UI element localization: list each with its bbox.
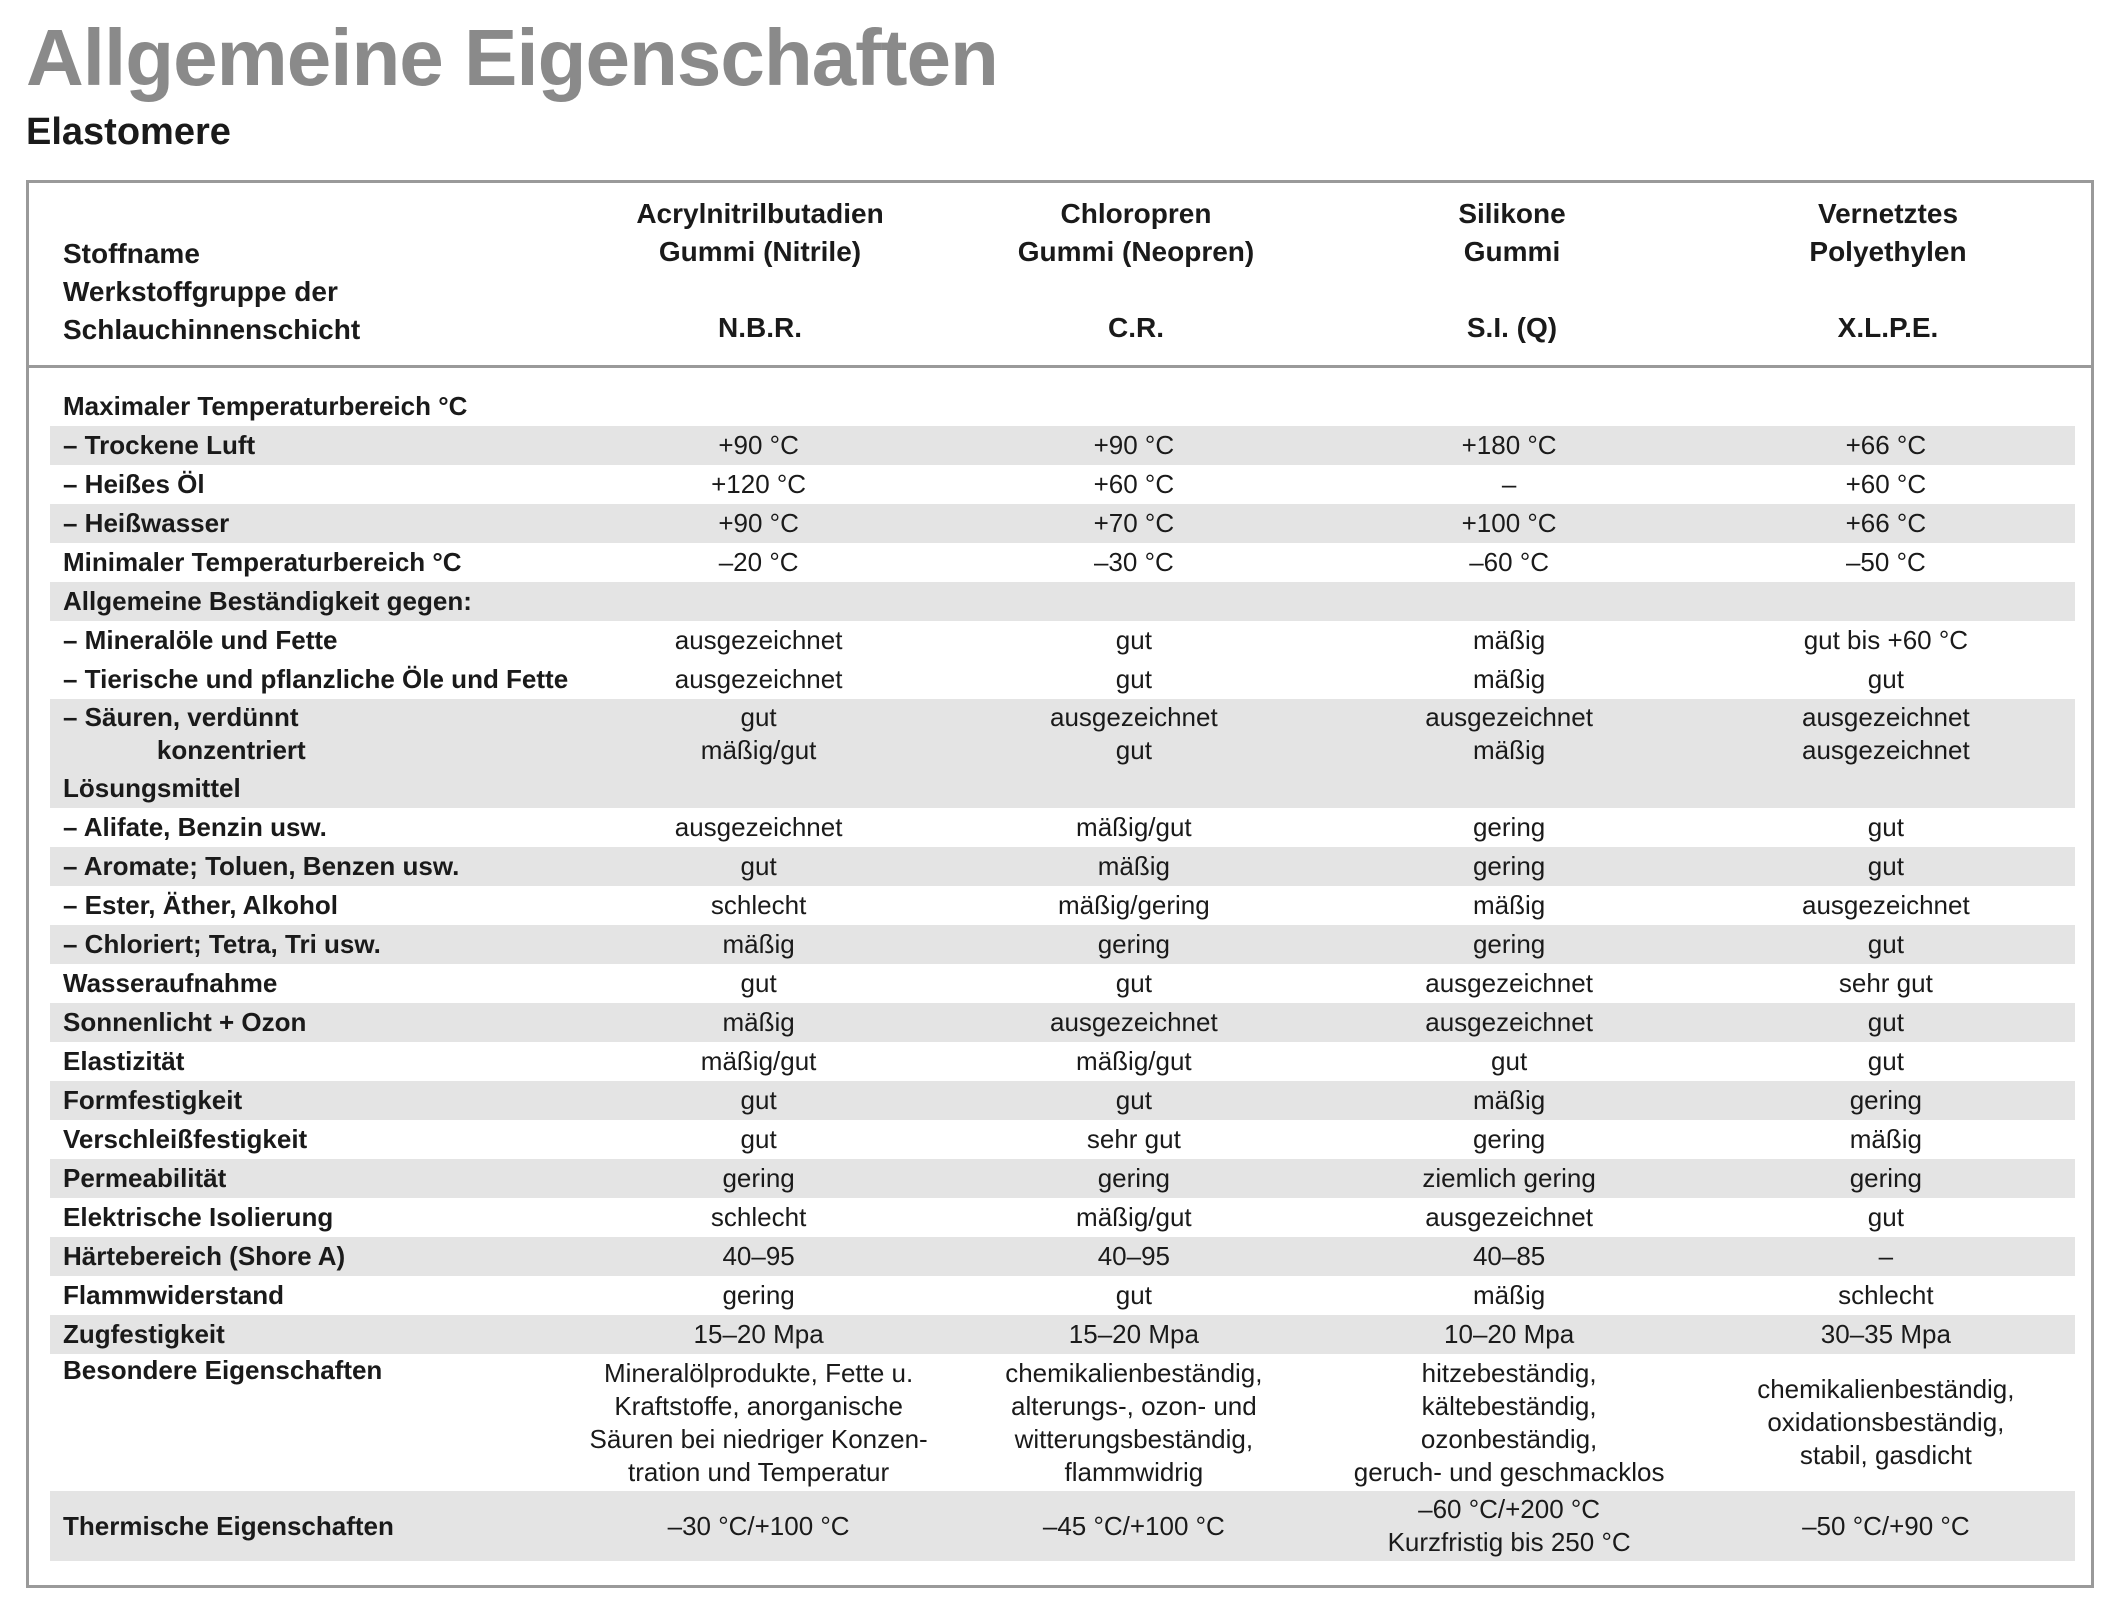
table-row (50, 1081, 2075, 1120)
table-row (50, 1237, 2075, 1276)
table-cell: sehr gut (1086, 1124, 1181, 1154)
table-cell: gut (1867, 664, 1904, 694)
row-label: Thermische Eigenschaften (63, 1510, 394, 1541)
table-cell: schlecht (710, 890, 807, 920)
table-cell (946, 769, 1321, 808)
table-cell: ausgezeichnet ausgezeichnet (1802, 702, 1970, 765)
table-cell: ausgezeichnet (674, 812, 843, 842)
table-row (50, 699, 2075, 769)
table-cell: +60 °C (1845, 469, 1927, 499)
table-cell: mäßig (722, 1007, 795, 1037)
table-cell: gut (1867, 812, 1904, 842)
table-cell: gut (1867, 1007, 1904, 1037)
table-cell: gut (1115, 1280, 1152, 1310)
table-cell: mäßig (1472, 664, 1546, 694)
table-cell: mäßig (1097, 851, 1170, 881)
table-row (50, 1276, 2075, 1315)
column-abbreviation: N.B.R. (718, 312, 802, 343)
table-cell: mäßig (1849, 1124, 1922, 1154)
table-cell: mäßig (1472, 1085, 1546, 1115)
table-cell (946, 582, 1321, 621)
table-row (50, 426, 2075, 465)
row-label: Flammwiderstand (63, 1280, 285, 1310)
table-cell: mäßig/gut (1076, 1046, 1192, 1076)
table-cell: Mineralölprodukte, Fette u. Kraftstoffe, anorganische Säuren bei niedriger Konzen- tration und Temperatur (589, 1357, 928, 1487)
row-label: Zugfestigkeit (63, 1319, 225, 1349)
table-cell: ausgezeichnet gut (1050, 702, 1218, 765)
row-label: Permeabilität (63, 1163, 227, 1193)
table-cell: gering (722, 1280, 795, 1310)
table-cell: –50 °C (1845, 547, 1926, 577)
table-row (50, 1198, 2075, 1237)
table-cell: gering (1097, 929, 1170, 959)
table-cell: gut (1115, 968, 1152, 998)
table-row (50, 1042, 2075, 1081)
table-cell (1697, 387, 2075, 426)
table-cell: mäßig/gut (1076, 812, 1192, 842)
table-cell (1321, 387, 1696, 426)
table-cell: gut (1867, 851, 1904, 881)
table-row (50, 543, 2075, 582)
table-cell: gering (722, 1163, 795, 1193)
column-name: Chloropren Gummi (Neopren) (1017, 198, 1255, 267)
table-cell: schlecht (1838, 1280, 1934, 1310)
table-cell (1321, 582, 1696, 621)
column-name: Acrylnitrilbutadien Gummi (Nitrile) (636, 198, 884, 267)
column-header-xlpe (1700, 195, 2076, 355)
table-cell: –30 °C (1093, 547, 1174, 577)
table-cell: gering (1472, 812, 1546, 842)
table-cell: gut (1867, 929, 1904, 959)
table-row (50, 1315, 2075, 1354)
header-label-line: Werkstoffgruppe der (63, 276, 338, 307)
table-cell: 40–85 (1472, 1241, 1546, 1271)
table-cell: mäßig (1472, 1280, 1546, 1310)
row-label: – Mineralöle und Fette (63, 625, 338, 655)
column-name: Vernetztes Polyethylen (1809, 198, 1967, 267)
table-cell: gut (740, 1085, 777, 1115)
table-cell: 15–20 Mpa (693, 1319, 824, 1349)
table-row (50, 1120, 2075, 1159)
table-cell: 40–95 (722, 1241, 795, 1271)
row-label: – Heißwasser (63, 508, 230, 538)
table-cell: +90 °C (718, 430, 799, 460)
table-cell: – (1878, 1241, 1894, 1271)
row-label: Maximaler Temperaturbereich °C (63, 391, 468, 421)
row-label: – Säuren, verdünnt konzentriert (63, 702, 306, 765)
table-cell: mäßig (1472, 890, 1546, 920)
table-row (50, 847, 2075, 886)
table-cell: gering (1849, 1085, 1922, 1115)
row-label: Wasseraufnahme (63, 968, 278, 998)
column-header-nbr (572, 195, 948, 355)
column-header-si (1324, 195, 1700, 355)
table-cell: gut (740, 968, 777, 998)
table-cell: 10–20 Mpa (1444, 1319, 1575, 1349)
row-label: Allgemeine Beständigkeit gegen: (63, 586, 472, 616)
column-abbreviation: S.I. (Q) (1466, 312, 1558, 343)
table-row (50, 621, 2075, 660)
table-cell: +70 °C (1093, 508, 1175, 538)
table-row (50, 769, 2075, 808)
column-abbreviation: C.R. (1108, 312, 1164, 343)
row-label: Lösungsmittel (63, 773, 241, 803)
table-row (50, 504, 2075, 543)
table-cell: gut (1867, 1046, 1904, 1076)
table-cell: gering (1097, 1163, 1170, 1193)
table-cell: gut (1115, 664, 1152, 694)
row-label: Sonnenlicht + Ozon (63, 1007, 307, 1037)
table-cell: +90 °C (718, 508, 799, 538)
column-abbreviation: X.L.P.E. (1837, 312, 1939, 343)
header-label-line: Schlauchinnenschicht (63, 314, 361, 345)
table-cell: –45 °C/+100 °C (1042, 1510, 1225, 1541)
table-cell: +180 °C (1461, 430, 1557, 460)
table-cell: ausgezeichnet (1802, 890, 1970, 920)
table-cell: gut mäßig/gut (700, 702, 817, 765)
table-cell: ausgezeichnet mäßig (1425, 702, 1593, 765)
table-row (50, 1354, 2075, 1491)
row-label: Härtebereich (Shore A) (63, 1241, 346, 1271)
row-label: – Tierische und pflanzliche Öle und Fette (63, 664, 569, 694)
table-row (50, 582, 2075, 621)
table-row (50, 465, 2075, 504)
header-label-line: Stoffname (63, 238, 200, 269)
table-cell: gering (1849, 1163, 1922, 1193)
table-cell: ausgezeichnet (674, 625, 843, 655)
table-cell: chemikalienbeständig, oxidationsbeständig, stabil, gasdicht (1757, 1374, 2015, 1470)
table-cell: +66 °C (1845, 508, 1927, 538)
page-subtitle: Elastomere (26, 111, 231, 153)
table-cell: –50 °C/+90 °C (1802, 1510, 1970, 1541)
table-cell: gut (1115, 1085, 1152, 1115)
row-label: Elastizität (63, 1046, 185, 1076)
table-cell: –60 °C (1469, 547, 1549, 577)
table-cell: +90 °C (1093, 430, 1175, 460)
row-label: – Heißes Öl (63, 469, 205, 499)
table-cell (946, 387, 1321, 426)
table-cell: sehr gut (1838, 968, 1933, 998)
table-cell (1697, 582, 2075, 621)
table-cell: mäßig (1472, 625, 1546, 655)
table-cell: ausgezeichnet (1425, 968, 1593, 998)
column-header-cr (948, 195, 1324, 355)
header-divider (26, 365, 2094, 368)
table-cell: +66 °C (1845, 430, 1927, 460)
table-cell: 40–95 (1097, 1241, 1171, 1271)
row-label: Besondere Eigenschaften (63, 1355, 383, 1385)
row-label: Verschleißfestigkeit (63, 1124, 308, 1154)
table-cell: – (1501, 469, 1517, 499)
table-cell: gering (1472, 929, 1546, 959)
table-cell: gut bis +60 °C (1803, 625, 1969, 655)
table-row (50, 387, 2075, 426)
table-cell: chemikalienbeständig, alterungs-, ozon- und witterungsbeständig, flammwidrig (1005, 1357, 1263, 1487)
table-cell: –20 °C (718, 547, 799, 577)
table-cell: –30 °C/+100 °C (667, 1510, 850, 1541)
table-row (50, 964, 2075, 1003)
table-cell: hitzebeständig, kältebeständig, ozonbeständig, geruch- und geschmacklos (1353, 1357, 1665, 1487)
table-cell: ausgezeichnet (1425, 1202, 1593, 1232)
table-cell: –60 °C/+200 °C Kurzfristig bis 250 °C (1387, 1494, 1631, 1557)
table-cell (1697, 769, 2075, 808)
table-cell: mäßig/gut (700, 1046, 817, 1076)
row-label: Formfestigkeit (63, 1085, 243, 1115)
row-label: – Trockene Luft (63, 430, 256, 460)
table-cell: gut (1867, 1202, 1904, 1232)
table-row (50, 925, 2075, 964)
column-name: Silikone Gummi (1458, 198, 1566, 267)
table-row (50, 1003, 2075, 1042)
table-cell: +120 °C (711, 469, 807, 499)
row-label: – Ester, Äther, Alkohol (63, 890, 339, 920)
table-cell: gering (1472, 1124, 1546, 1154)
table-cell: +100 °C (1461, 508, 1557, 538)
row-label: Minimaler Temperaturbereich °C (63, 547, 462, 577)
header-label-cell (63, 195, 573, 355)
table-cell (571, 582, 946, 621)
row-label: – Chloriert; Tetra, Tri usw. (63, 929, 381, 959)
table-row (50, 660, 2075, 699)
table-cell (571, 387, 946, 426)
table-row (50, 808, 2075, 847)
table-row (50, 886, 2075, 925)
table-cell: 30–35 Mpa (1820, 1319, 1951, 1349)
table-cell: ausgezeichnet (1425, 1007, 1593, 1037)
table-cell (1321, 769, 1696, 808)
table-cell: ausgezeichnet (1050, 1007, 1218, 1037)
row-label: – Aromate; Toluen, Benzen usw. (63, 851, 460, 881)
table-row (50, 1491, 2075, 1561)
page-title: Allgemeine Eigenschaften (26, 13, 998, 102)
table-cell (571, 769, 946, 808)
table-cell: ausgezeichnet (674, 664, 843, 694)
row-label: – Alifate, Benzin usw. (63, 812, 327, 842)
table-row (50, 1159, 2075, 1198)
table-cell: mäßig/gut (1076, 1202, 1192, 1232)
table-cell: mäßig (722, 929, 795, 959)
table-cell: schlecht (710, 1202, 807, 1232)
row-label: Elektrische Isolierung (63, 1202, 334, 1232)
properties-table-body (50, 387, 2075, 1561)
table-cell: gut (740, 851, 777, 881)
table-cell: 15–20 Mpa (1068, 1319, 1199, 1349)
table-cell: gut (740, 1124, 777, 1154)
table-cell: gering (1472, 851, 1546, 881)
table-cell: +60 °C (1093, 469, 1175, 499)
table-cell: gut (1115, 625, 1152, 655)
table-cell: gut (1491, 1046, 1528, 1076)
table-cell: mäßig/gering (1057, 890, 1210, 920)
table-cell: ziemlich gering (1422, 1163, 1596, 1193)
